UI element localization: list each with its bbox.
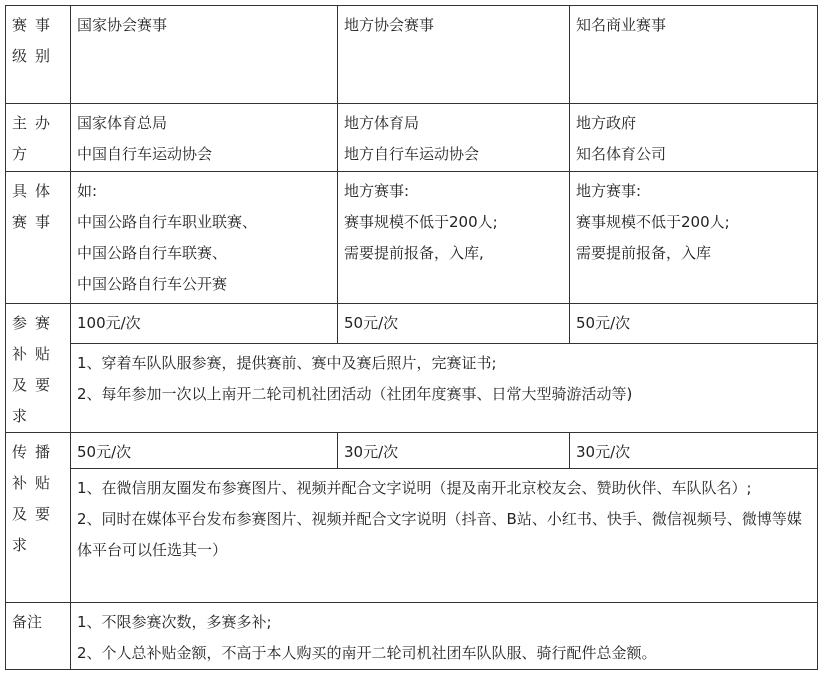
events-text: 地方赛事: <box>344 182 410 200</box>
organizer-text: 中国自行车运动协会 <box>77 145 213 163</box>
participation-amount-commercial: 50元/次 <box>570 304 818 344</box>
events-text: 赛事规模不低于200人; <box>576 213 730 231</box>
row-notes <box>6 603 818 670</box>
subsidy-rules-table <box>5 5 818 670</box>
organizer-local <box>338 104 570 172</box>
label-events: 具体赛事 <box>6 172 71 304</box>
requirement-item: 2、同时在媒体平台发布参赛图片、视频并配合文字说明（抖音、B站、小红书、快手、微信视频号、微博等媒体平台可以任选其一） <box>77 510 802 559</box>
label-participation: 参赛补贴及要求 <box>6 304 71 433</box>
requirement-item: 1、穿着车队队服参赛，提供赛前、赛中及赛后照片，完赛证书; <box>77 354 497 372</box>
events-text: 如: <box>77 182 98 200</box>
participation-requirements <box>71 344 818 433</box>
organizer-text: 知名体育公司 <box>576 145 667 163</box>
promotion-amount-local: 30元/次 <box>338 433 570 469</box>
events-text: 中国公路自行车职业联赛、 <box>77 213 258 231</box>
col-local: 地方协会赛事 <box>338 6 570 104</box>
label-notes: 备注 <box>6 603 71 670</box>
row-promotion-requirements <box>6 469 818 603</box>
organizer-commercial <box>570 104 818 172</box>
col-national: 国家协会赛事 <box>71 6 338 104</box>
events-text: 中国公路自行车联赛、 <box>77 244 228 262</box>
organizer-text: 地方体育局 <box>344 114 420 132</box>
promotion-requirements <box>71 469 818 603</box>
notes-content <box>71 603 818 670</box>
participation-amount-national: 100元/次 <box>71 304 338 344</box>
col-commercial: 知名商业赛事 <box>570 6 818 104</box>
organizer-text: 国家体育总局 <box>77 114 168 132</box>
events-text: 需要提前报备，入库, <box>344 244 484 262</box>
label-organizer: 主办方 <box>6 104 71 172</box>
label-event-level: 赛事级别 <box>6 6 71 104</box>
participation-amount-local: 50元/次 <box>338 304 570 344</box>
row-participation-requirements <box>6 344 818 433</box>
row-event-level <box>6 6 818 104</box>
events-national <box>71 172 338 304</box>
promotion-amount-national: 50元/次 <box>71 433 338 469</box>
note-item: 1、不限参赛次数，多赛多补; <box>77 613 272 631</box>
events-commercial <box>570 172 818 304</box>
events-text: 地方赛事: <box>576 182 642 200</box>
organizer-text: 地方自行车运动协会 <box>344 145 480 163</box>
requirement-item: 2、每年参加一次以上南开二轮司机社团活动（社团年度赛事、日常大型骑游活动等) <box>77 385 633 403</box>
row-participation-amount <box>6 304 818 344</box>
organizer-national <box>71 104 338 172</box>
row-promotion-amount <box>6 433 818 469</box>
row-events <box>6 172 818 304</box>
events-text: 需要提前报备，入库 <box>576 244 712 262</box>
events-text: 中国公路自行车公开赛 <box>77 275 228 293</box>
promotion-amount-commercial: 30元/次 <box>570 433 818 469</box>
row-organizer <box>6 104 818 172</box>
events-text: 赛事规模不低于200人; <box>344 213 498 231</box>
note-item: 2、个人总补贴金额，不高于本人购买的南开二轮司机社团车队队服、骑行配件总金额。 <box>77 644 657 662</box>
label-promotion: 传播补贴及要求 <box>6 433 71 603</box>
events-local <box>338 172 570 304</box>
organizer-text: 地方政府 <box>576 114 637 132</box>
requirement-item: 1、在微信朋友圈发布参赛图片、视频并配合文字说明（提及南开北京校友会、赞助伙伴、车队队名）; <box>77 479 752 497</box>
